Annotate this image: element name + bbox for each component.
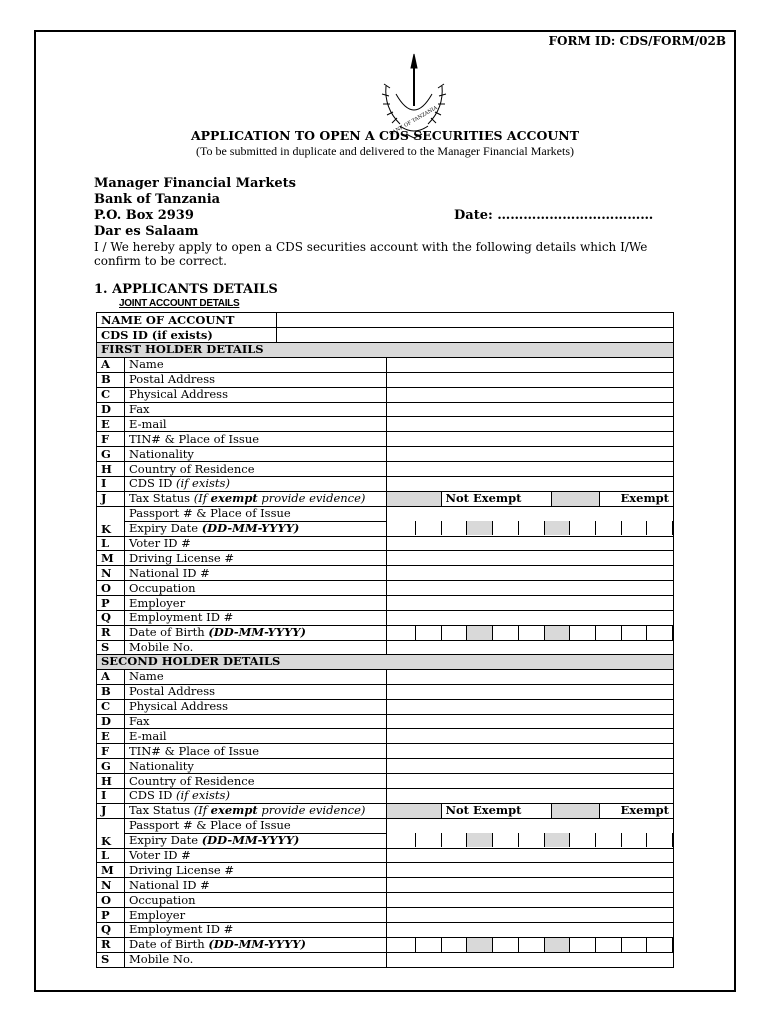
- field-input[interactable]: [387, 581, 674, 596]
- table-row: [97, 611, 674, 626]
- expiry-date-boxes: [387, 521, 674, 536]
- field-label: Voter ID #: [125, 536, 387, 551]
- date-box[interactable]: [596, 521, 622, 535]
- date-box[interactable]: [442, 626, 468, 640]
- field-label: National ID #: [125, 878, 387, 893]
- date-box[interactable]: [570, 938, 596, 952]
- table-row: [97, 908, 674, 923]
- date-of-birth-input[interactable]: [415, 626, 673, 640]
- form-subtitle: (To be submitted in duplicate and delivered to the Manager Financial Markets): [195, 144, 575, 158]
- table-row: [97, 432, 674, 447]
- field-label: Employment ID #: [125, 923, 387, 938]
- table-row: [97, 923, 674, 938]
- field-label-text: CDS ID: [129, 788, 173, 803]
- date-box[interactable]: [415, 521, 442, 535]
- table-row: [97, 952, 674, 967]
- field-label: Physical Address: [125, 387, 387, 402]
- date-box[interactable]: [493, 521, 519, 535]
- row-letter: S: [97, 640, 125, 655]
- table-row: [97, 937, 674, 952]
- date-box[interactable]: [647, 833, 673, 847]
- joint-account-title: JOINT ACCOUNT DETAILS: [119, 298, 240, 309]
- field-label: [125, 491, 387, 506]
- field-input[interactable]: [387, 417, 674, 432]
- row-letter: R: [97, 937, 125, 952]
- field-label: [125, 937, 387, 952]
- field-input[interactable]: [387, 789, 674, 804]
- field-label-text: Tax Status: [129, 803, 191, 818]
- row-letter: S: [97, 952, 125, 967]
- field-label: Passport # & Place of Issue: [125, 506, 387, 521]
- table-row: [97, 699, 674, 714]
- row-letter: J: [97, 803, 125, 818]
- date-box[interactable]: [467, 626, 493, 640]
- dob-date-boxes: [387, 625, 674, 640]
- not-exempt-checkbox[interactable]: [387, 492, 441, 506]
- exempt-checkbox[interactable]: [551, 492, 599, 506]
- table-row: [97, 803, 674, 818]
- field-label-text: Date of Birth: [129, 625, 209, 640]
- not-exempt-checkbox[interactable]: [387, 804, 441, 818]
- field-label: Mobile No.: [125, 952, 387, 967]
- date-box[interactable]: [519, 833, 545, 847]
- field-label-note: provide evidence): [257, 491, 366, 506]
- row-letter: J: [97, 491, 125, 506]
- field-label: National ID #: [125, 566, 387, 581]
- field-label: Nationality: [125, 447, 387, 462]
- date-box[interactable]: [467, 521, 493, 535]
- field-input[interactable]: [387, 447, 674, 462]
- account-table: [96, 312, 674, 343]
- passport-input[interactable]: [387, 506, 674, 521]
- not-exempt-label: Not Exempt: [441, 804, 551, 818]
- table-row: [97, 789, 674, 804]
- field-input[interactable]: [387, 729, 674, 744]
- field-label: [125, 833, 387, 848]
- field-label: Physical Address: [125, 699, 387, 714]
- field-input[interactable]: [387, 432, 674, 447]
- row-letter: L: [97, 848, 125, 863]
- date-box[interactable]: [622, 626, 648, 640]
- field-input[interactable]: [387, 477, 674, 492]
- field-label: Driving License #: [125, 863, 387, 878]
- field-label-format: (DD-MM-YYYY): [201, 521, 300, 536]
- table-row: [97, 551, 674, 566]
- date-box[interactable]: [545, 626, 571, 640]
- field-label: [125, 789, 387, 804]
- table-row: [97, 684, 674, 699]
- table-row: [97, 774, 674, 789]
- not-exempt-label: Not Exempt: [441, 492, 551, 506]
- second-holder-table: [96, 654, 674, 968]
- tax-status-options: [387, 491, 674, 506]
- field-input[interactable]: [387, 596, 674, 611]
- field-label: [125, 803, 387, 818]
- field-input[interactable]: [387, 684, 674, 699]
- row-letter: B: [97, 684, 125, 699]
- field-input[interactable]: [387, 714, 674, 729]
- field-label-note-bold: exempt: [210, 491, 258, 506]
- field-label: Country of Residence: [125, 774, 387, 789]
- date-box[interactable]: [545, 833, 571, 847]
- holder-header: SECOND HOLDER DETAILS: [97, 655, 674, 670]
- field-input[interactable]: [387, 863, 674, 878]
- date-box[interactable]: [467, 833, 493, 847]
- date-box[interactable]: [570, 833, 596, 847]
- table-row: [97, 818, 674, 833]
- row-letter: A: [97, 357, 125, 372]
- field-input[interactable]: [387, 551, 674, 566]
- section-title: 1. APPLICANTS DETAILS: [94, 282, 278, 297]
- field-label: E-mail: [125, 729, 387, 744]
- row-letter: R: [97, 625, 125, 640]
- date-box[interactable]: [570, 626, 596, 640]
- seal-lettering: BANK OF TANZANIA: [388, 104, 439, 138]
- exempt-label: Exempt: [620, 491, 669, 506]
- field-label-note: provide evidence): [257, 803, 366, 818]
- table-row: [97, 596, 674, 611]
- field-label: Occupation: [125, 893, 387, 908]
- field-label: TIN# & Place of Issue: [125, 744, 387, 759]
- tax-status-options: [387, 803, 674, 818]
- row-letter: E: [97, 729, 125, 744]
- table-row: [97, 669, 674, 684]
- table-row: [97, 372, 674, 387]
- row-letter: D: [97, 402, 125, 417]
- field-label: TIN# & Place of Issue: [125, 432, 387, 447]
- table-row: [97, 581, 674, 596]
- passport-input[interactable]: [387, 818, 674, 833]
- expiry-date-input[interactable]: [415, 833, 673, 847]
- date-box[interactable]: [415, 626, 442, 640]
- row-letter: F: [97, 744, 125, 759]
- field-input[interactable]: [387, 759, 674, 774]
- account-cds-label: CDS ID (if exists): [97, 328, 277, 343]
- field-label: [125, 477, 387, 492]
- address-line: Dar es Salaam: [94, 224, 199, 239]
- date-box[interactable]: [545, 521, 571, 535]
- date-box[interactable]: [467, 938, 493, 952]
- date-box[interactable]: [493, 938, 519, 952]
- field-label: Employment ID #: [125, 611, 387, 626]
- field-input[interactable]: [387, 923, 674, 938]
- field-input[interactable]: [387, 566, 674, 581]
- field-label: Driving License #: [125, 551, 387, 566]
- table-row: [97, 417, 674, 432]
- form-id: FORM ID: CDS/FORM/02B: [548, 34, 726, 48]
- row-letter: Q: [97, 923, 125, 938]
- date-box[interactable]: [545, 938, 571, 952]
- field-input[interactable]: [387, 878, 674, 893]
- table-row: [97, 521, 674, 536]
- table-row: [97, 878, 674, 893]
- row-letter: H: [97, 462, 125, 477]
- field-label: Voter ID #: [125, 848, 387, 863]
- field-label: Employer: [125, 908, 387, 923]
- field-label-text: Expiry Date: [129, 833, 202, 848]
- field-label: Fax: [125, 714, 387, 729]
- account-name-input[interactable]: [277, 313, 674, 328]
- row-letter: C: [97, 699, 125, 714]
- row-letter: Q: [97, 611, 125, 626]
- field-label-format: (DD-MM-YYYY): [208, 625, 306, 640]
- row-letter: F: [97, 432, 125, 447]
- date-box[interactable]: [519, 521, 545, 535]
- date-box[interactable]: [519, 938, 545, 952]
- row-letter: I: [97, 789, 125, 804]
- address-line: Manager Financial Markets: [94, 176, 296, 191]
- row-letter: D: [97, 714, 125, 729]
- field-label: Passport # & Place of Issue: [125, 818, 387, 833]
- table-row: [97, 714, 674, 729]
- row-letter: M: [97, 551, 125, 566]
- field-input[interactable]: [387, 462, 674, 477]
- date-box[interactable]: [596, 833, 622, 847]
- field-input[interactable]: [387, 908, 674, 923]
- table-row: [97, 848, 674, 863]
- field-label: Country of Residence: [125, 462, 387, 477]
- table-row: [97, 893, 674, 908]
- table-row: [97, 477, 674, 492]
- row-letter: G: [97, 759, 125, 774]
- table-row: [97, 863, 674, 878]
- date-box[interactable]: [570, 521, 596, 535]
- date-box[interactable]: [647, 521, 673, 535]
- field-label: Name: [125, 669, 387, 684]
- exempt-label: Exempt: [620, 803, 669, 818]
- date-of-birth-input[interactable]: [415, 938, 673, 952]
- account-name-label: NAME OF ACCOUNT: [97, 313, 277, 328]
- field-label-note-bold: exempt: [210, 803, 258, 818]
- date-box[interactable]: [622, 521, 648, 535]
- field-input[interactable]: [387, 744, 674, 759]
- first-holder-table: [96, 342, 674, 656]
- account-cds-input[interactable]: [277, 328, 674, 343]
- table-row: [97, 491, 674, 506]
- field-label: Fax: [125, 402, 387, 417]
- field-input[interactable]: [387, 402, 674, 417]
- field-label-note: (If: [193, 491, 211, 506]
- table-row: [97, 402, 674, 417]
- date-box[interactable]: [622, 938, 648, 952]
- table-row: [97, 357, 674, 372]
- date-box[interactable]: [415, 833, 442, 847]
- row-letter: E: [97, 417, 125, 432]
- field-label: Occupation: [125, 581, 387, 596]
- table-row: [97, 759, 674, 774]
- field-label-note: (if exists): [175, 476, 230, 491]
- recipient-address: [94, 176, 296, 240]
- date-box[interactable]: [493, 626, 519, 640]
- row-letter: O: [97, 581, 125, 596]
- date-box[interactable]: [647, 626, 673, 640]
- field-input[interactable]: [387, 774, 674, 789]
- field-input[interactable]: [387, 611, 674, 626]
- field-label-format: (DD-MM-YYYY): [201, 833, 300, 848]
- field-label: Name: [125, 357, 387, 372]
- date-box[interactable]: [442, 833, 468, 847]
- form-page: [34, 30, 736, 992]
- row-letter: L: [97, 536, 125, 551]
- field-input[interactable]: [387, 372, 674, 387]
- field-label: Nationality: [125, 759, 387, 774]
- row-letter: I: [97, 477, 125, 492]
- row-letter: O: [97, 893, 125, 908]
- field-input[interactable]: [387, 699, 674, 714]
- date-box[interactable]: [519, 626, 545, 640]
- address-line: Bank of Tanzania: [94, 192, 221, 207]
- table-row: [97, 462, 674, 477]
- date-box[interactable]: [442, 938, 468, 952]
- row-letter: B: [97, 372, 125, 387]
- field-label-format: (DD-MM-YYYY): [208, 937, 306, 952]
- field-label-text: CDS ID: [129, 476, 173, 491]
- date-box[interactable]: [493, 833, 519, 847]
- row-letter: G: [97, 447, 125, 462]
- row-letter: A: [97, 669, 125, 684]
- table-row: [97, 387, 674, 402]
- date-box[interactable]: [415, 938, 442, 952]
- date-box[interactable]: [622, 833, 648, 847]
- field-input[interactable]: [387, 357, 674, 372]
- field-input[interactable]: [387, 536, 674, 551]
- field-label-text: Tax Status: [129, 491, 191, 506]
- table-row: [97, 729, 674, 744]
- table-row: [97, 447, 674, 462]
- intro-text: I / We hereby apply to open a CDS securities account with the following details which I/We confirm to be correct.: [94, 240, 648, 268]
- field-input[interactable]: [387, 669, 674, 684]
- row-letter: H: [97, 774, 125, 789]
- field-label-note: (If: [193, 803, 211, 818]
- field-label-text: Date of Birth: [129, 937, 209, 952]
- field-input[interactable]: [387, 893, 674, 908]
- field-label: [125, 625, 387, 640]
- field-label: Employer: [125, 596, 387, 611]
- table-row: [97, 506, 674, 521]
- date-field[interactable]: Date: ………………………………: [454, 208, 654, 223]
- address-line: P.O. Box 2939: [94, 208, 194, 223]
- row-letter: N: [97, 566, 125, 581]
- form-title: APPLICATION TO OPEN A CDS SECURITIES ACCOUNT: [190, 128, 580, 143]
- field-label: Postal Address: [125, 372, 387, 387]
- field-label-note: (if exists): [175, 788, 230, 803]
- date-box[interactable]: [647, 938, 673, 952]
- field-label: Postal Address: [125, 684, 387, 699]
- field-input[interactable]: [387, 952, 674, 967]
- table-row: [97, 625, 674, 640]
- date-box[interactable]: [596, 626, 622, 640]
- dob-date-boxes: [387, 937, 674, 952]
- row-letter: N: [97, 878, 125, 893]
- expiry-date-input[interactable]: [415, 521, 673, 535]
- date-box[interactable]: [442, 521, 468, 535]
- table-row: [97, 833, 674, 848]
- row-letter: P: [97, 908, 125, 923]
- expiry-date-boxes: [387, 833, 674, 848]
- field-input[interactable]: [387, 848, 674, 863]
- date-box[interactable]: [596, 938, 622, 952]
- table-row: [97, 566, 674, 581]
- row-letter: K: [97, 818, 125, 848]
- field-label: [125, 521, 387, 536]
- exempt-checkbox[interactable]: [551, 804, 599, 818]
- row-letter: M: [97, 863, 125, 878]
- row-letter: C: [97, 387, 125, 402]
- row-letter: K: [97, 506, 125, 536]
- holder-header: FIRST HOLDER DETAILS: [97, 343, 674, 358]
- field-label: Mobile No.: [125, 640, 387, 655]
- field-label: E-mail: [125, 417, 387, 432]
- field-label-text: Expiry Date: [129, 521, 202, 536]
- row-letter: P: [97, 596, 125, 611]
- table-row: [97, 744, 674, 759]
- field-input[interactable]: [387, 387, 674, 402]
- table-row: [97, 536, 674, 551]
